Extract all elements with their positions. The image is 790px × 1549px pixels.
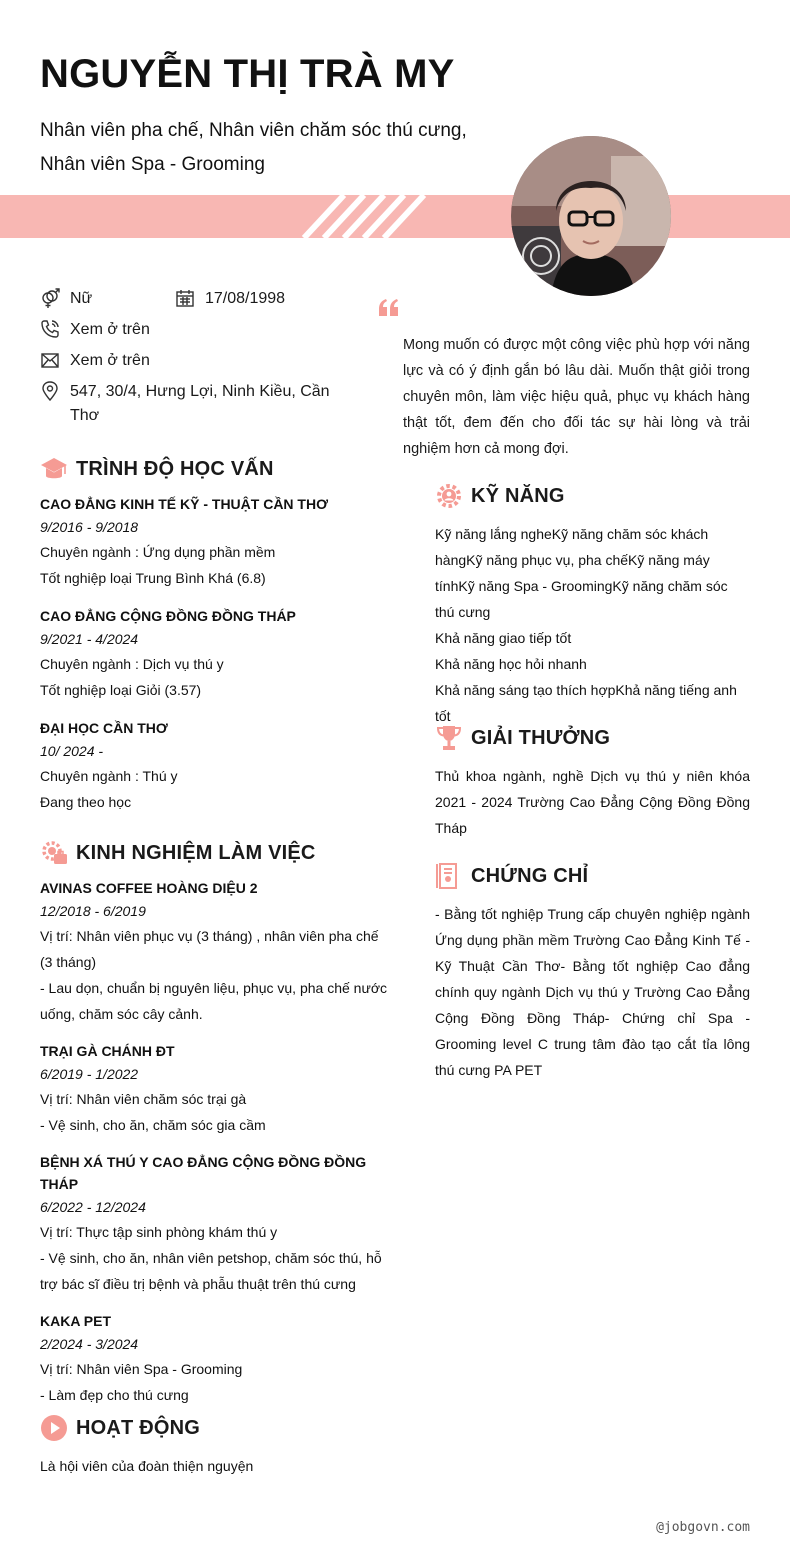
certificates-text: - Bằng tốt nghiệp Trung cấp chuyên nghiệp ngành Ứng dụng phần mềm Trường Cao Đẳng Kinh Tế - Kỹ Thuật Cần Thơ- Bằng tốt nghiệp Cao đẳng chính quy ngành Dịch vụ thú y Trường Cao Đẳng Cộng Đồng Đồng Tháp- Chứng chỉ Spa - Grooming level C trung tâm đào tạo cắt tỉa lông thú cưng PA PET <box>435 906 750 1078</box>
email-row <box>40 349 150 373</box>
education-result: Đang theo học <box>40 794 132 810</box>
education-date: 10/ 2024 - <box>40 743 104 759</box>
graduation-cap-icon <box>40 455 68 483</box>
certificates-title: CHỨNG CHỈ <box>471 864 589 887</box>
education-list <box>40 493 390 815</box>
experience-role: Vị trí: Nhân viên Spa - Grooming <box>40 1361 243 1377</box>
phone-row <box>40 318 150 342</box>
address-row <box>40 380 330 428</box>
experience-role: Vị trí: Thực tập sinh phòng khám thú y <box>40 1224 278 1240</box>
experience-role: Vị trí: Nhân viên phục vụ (3 tháng) , nhân viên pha chế (3 tháng) <box>40 928 379 970</box>
experience-desc: - Làm đẹp cho thú cưng <box>40 1387 189 1403</box>
experience-date: 6/2019 - 1/2022 <box>40 1066 139 1082</box>
career-objective: Mong muốn có được một công việc phù hợp với năng lực và có ý định gắn bó lâu dài. Muốn thật giỏi trong chuyên môn, làm việc hiệu quả, phục vụ khách hàng thật tốt, đem đến cho đối tác sự hài lòng và trải nghiệm hơn cả mong đợi. <box>403 337 750 457</box>
calendar-icon <box>175 288 195 308</box>
experience-date: 2/2024 - 3/2024 <box>40 1336 139 1352</box>
experience-list <box>40 877 390 1408</box>
activities-title: HOẠT ĐỘNG <box>76 1416 201 1439</box>
skill-line: Khả năng học hỏi nhanh <box>435 656 587 672</box>
experience-item <box>40 1040 390 1138</box>
education-major: Chuyên ngành : Dịch vụ thú y <box>40 656 224 672</box>
experience-desc: - Vệ sinh, cho ăn, nhân viên petshop, chăm sóc thú, hỗ trợ bác sĩ điều trị bệnh và phẫu thuật trên thú cưng <box>40 1250 382 1292</box>
education-title: TRÌNH ĐỘ HỌC VẤN <box>76 457 274 480</box>
company-name: KAKA PET <box>40 1313 112 1329</box>
email-value: Xem ở trên <box>70 352 150 369</box>
school-name: ĐẠI HỌC CẦN THƠ <box>40 720 168 736</box>
education-major: Chuyên ngành : Thú y <box>40 768 178 784</box>
header-band <box>0 195 790 238</box>
play-icon <box>40 1414 68 1442</box>
education-item <box>40 493 390 591</box>
skill-line: Khả năng giao tiếp tốt <box>435 630 572 646</box>
experience-title: KINH NGHIỆM LÀM VIỆC <box>76 841 316 864</box>
desired-positions <box>40 114 510 182</box>
education-major: Chuyên ngành : Ứng dụng phần mềm <box>40 544 276 560</box>
experience-item <box>40 1310 390 1408</box>
phone-icon <box>40 319 60 339</box>
school-name: CAO ĐẲNG CỘNG ĐỒNG ĐỒNG THÁP <box>40 608 296 624</box>
education-result: Tốt nghiệp loại Giỏi (3.57) <box>40 682 202 698</box>
certificates-section-title <box>435 862 588 890</box>
experience-item <box>40 1151 390 1297</box>
address-value: 547, 30/4, Hưng Lợi, Ninh Kiều, Cần Thơ <box>70 383 330 424</box>
school-name: CAO ĐẲNG KINH TẾ KỸ - THUẬT CẦN THƠ <box>40 496 329 512</box>
birthday-row <box>175 287 285 311</box>
education-date: 9/2021 - 4/2024 <box>40 631 139 647</box>
gender-icon <box>40 288 60 308</box>
birthday-value: 17/08/1998 <box>205 290 286 307</box>
experience-desc: - Vệ sinh, cho ăn, chăm sóc gia cầm <box>40 1117 266 1133</box>
company-name: BỆNH XÁ THÚ Y CAO ĐẲNG CỘNG ĐỒNG ĐỒNG THÁP <box>40 1154 367 1192</box>
education-section-title <box>40 455 274 483</box>
experience-role: Vị trí: Nhân viên chăm sóc trại gà <box>40 1091 247 1107</box>
education-item <box>40 717 390 815</box>
activities-text: Là hội viên của đoàn thiện nguyện <box>40 1458 254 1474</box>
candidate-name: NGUYỄN THỊ TRÀ MY <box>40 52 455 96</box>
gear-briefcase-icon <box>40 839 68 867</box>
skills-title: KỸ NĂNG <box>471 484 565 507</box>
company-name: AVINAS COFFEE HOÀNG DIỆU 2 <box>40 880 258 896</box>
activities-section-title <box>40 1414 200 1442</box>
location-icon <box>40 381 60 401</box>
education-item <box>40 605 390 703</box>
skill-line: Khả năng sáng tạo thích hợpKhả năng tiếng anh tốt <box>435 682 737 724</box>
awards-text: Thủ khoa ngành, nghề Dịch vụ thú y niên khóa 2021 - 2024 Trường Cao Đẳng Cộng Đồng Đồng Tháp <box>435 768 750 836</box>
skills-list <box>435 521 750 729</box>
experience-date: 6/2022 - 12/2024 <box>40 1199 146 1215</box>
quote-icon <box>377 298 401 318</box>
skill-line: Kỹ năng lắng ngheKỹ năng chăm sóc khách hàngKỹ năng phục vụ, pha chếKỹ năng máy tínhKỹ năng Spa - GroomingKỹ năng chăm sóc thú cưng <box>435 526 728 620</box>
phone-value: Xem ở trên <box>70 321 150 338</box>
gender-value: Nữ <box>70 290 93 307</box>
skills-section-title <box>435 482 565 510</box>
company-name: TRẠI GÀ CHÁNH ĐT <box>40 1043 175 1059</box>
education-date: 9/2016 - 9/2018 <box>40 519 139 535</box>
profile-photo <box>511 136 671 296</box>
education-result: Tốt nghiệp loại Trung Bình Khá (6.8) <box>40 570 266 586</box>
experience-section-title <box>40 839 316 867</box>
position-line-2: Nhân viên Spa - Grooming <box>40 154 265 175</box>
experience-date: 12/2018 - 6/2019 <box>40 903 146 919</box>
footer-brand: @jobgovn.com <box>656 1520 750 1535</box>
awards-section-title <box>435 724 610 752</box>
email-icon <box>40 350 60 370</box>
gender-row <box>40 287 92 311</box>
skills-gear-icon <box>435 482 463 510</box>
experience-item <box>40 877 390 1027</box>
trophy-icon <box>435 724 463 752</box>
awards-title: GIẢI THƯỞNG <box>471 726 611 749</box>
position-line-1: Nhân viên pha chế, Nhân viên chăm sóc thú cưng, <box>40 120 467 141</box>
certificate-icon <box>435 862 463 890</box>
experience-desc: - Lau dọn, chuẩn bị nguyên liệu, phục vụ, pha chế nước uống, chăm sóc cây cảnh. <box>40 980 388 1022</box>
